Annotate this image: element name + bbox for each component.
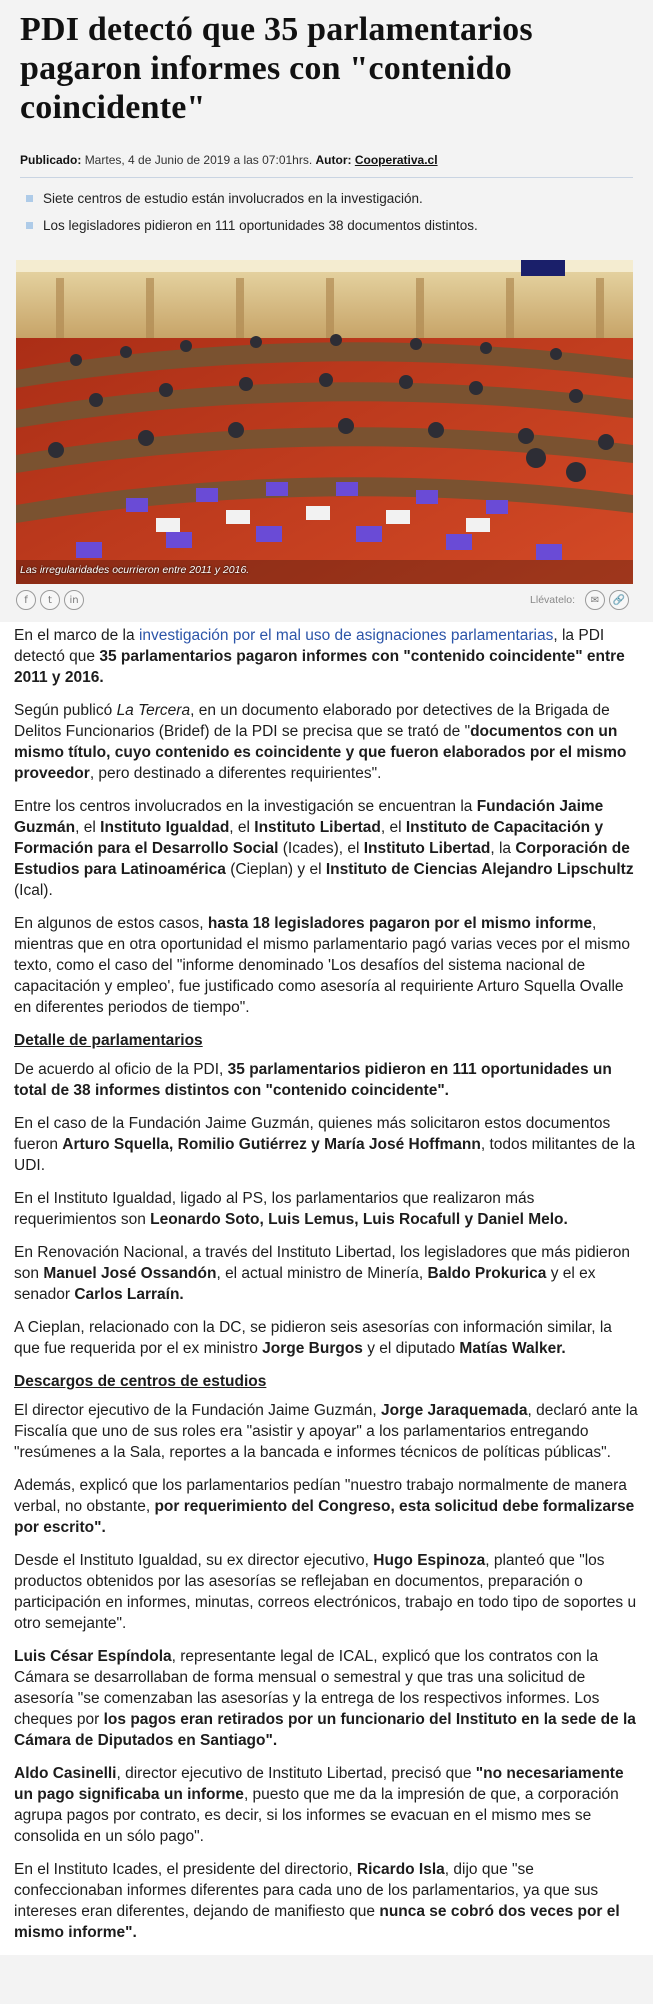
text: (Cieplan) y el	[225, 861, 326, 878]
text: Desde el Instituto Igualdad, su ex director ejecutivo,	[14, 1552, 374, 1569]
share-bar	[16, 588, 633, 612]
bold-text: nunca se cobró dos veces por el mismo informe".	[14, 1903, 620, 1941]
bold-text: Baldo Prokurica	[427, 1265, 547, 1282]
bold-text: Matías Walker.	[459, 1340, 566, 1357]
text: , el	[229, 819, 255, 836]
text: , representante legal de ICAL, explicó que los contratos con la Cámara se desarrollaban de forma mensual o semestral y que tras una solicitud de asesoría "se comenzaban las asesorías y la entrega de los respectivos informes. Los cheques por	[14, 1648, 600, 1728]
paragraph	[14, 1242, 641, 1305]
bold-text: Instituto Igualdad	[100, 819, 230, 836]
text: , planteó que "los productos obtenidos por las asesorías se reflejaban en documentos, preparación o participación en informes, minutas, correos electrónicos, trabajo en todo tipo de soportes u otro semejante".	[14, 1552, 637, 1632]
text: En Renovación Nacional, a través del Instituto Libertad, los legisladores que más pidieron son	[14, 1244, 631, 1282]
text: Entre los centros involucrados en la investigación se encuentran la	[14, 798, 477, 815]
text: En algunos de estos casos,	[14, 915, 208, 932]
text: Además, explicó que los parlamentarios pedían "nuestro trabajo normalmente de manera verbal, no obstante,	[14, 1477, 627, 1515]
chamber-photo-illustration	[16, 260, 633, 584]
summary-bullets	[0, 178, 653, 235]
text: Según publicó	[14, 702, 117, 719]
article-photo	[16, 260, 633, 584]
bold-text: los pagos eran retirados por un funcionario del Instituto en la sede de la Cámara de Diputados en Santiago".	[14, 1711, 636, 1749]
bold-text: Hugo Espinoza	[373, 1552, 486, 1569]
paragraph	[14, 1763, 641, 1847]
summary-bullet	[26, 217, 633, 235]
investigation-link[interactable]: investigación por el mal uso de asignaciones parlamentarias	[138, 627, 554, 644]
photo-caption: Las irregularidades ocurrieron entre 2011 y 2016.	[20, 564, 250, 576]
bold-text: Jorge Jaraquemada	[381, 1402, 528, 1419]
bold-text: Instituto Libertad	[363, 840, 491, 857]
bullet-square-icon	[26, 195, 33, 202]
text: En el Instituto Icades, el presidente del directorio,	[14, 1861, 357, 1878]
paragraph	[14, 1113, 641, 1176]
bold-text: Manuel José Ossandón	[43, 1265, 217, 1282]
text: , la	[490, 840, 516, 857]
bold-text: Instituto Libertad	[254, 819, 381, 836]
bold-text: Fundación Jaime Guzmán	[14, 798, 604, 836]
bold-text: 35 parlamentarios pidieron en 111 oportunidades un total de 38 informes distintos con "contenido coincidente".	[14, 1061, 612, 1099]
bold-text: Luis César Espíndola	[14, 1648, 172, 1665]
text: , mientras que en otra oportunidad el mismo parlamentario pagó varias veces por el mismo texto, como el caso del "informe denominado 'Los desafíos del sistema nacional de capacitación y empleo', fue justificado como asesoría al requiriente Arturo Squella Ovalle en diferentes periodos de tiempo".	[14, 915, 630, 1016]
email-icon[interactable]: ✉	[585, 590, 605, 610]
paragraph	[14, 1475, 641, 1538]
article-header	[0, 0, 653, 178]
linkedin-icon[interactable]: in	[64, 590, 84, 610]
author-label: Autor:	[315, 153, 352, 167]
bullet-text: Siete centros de estudio están involucrados en la investigación.	[43, 191, 423, 206]
paragraph	[14, 1646, 641, 1751]
subheading: Detalle de parlamentarios	[14, 1032, 203, 1049]
bold-text: Carlos Larraín.	[74, 1286, 184, 1303]
paragraph	[14, 1317, 641, 1359]
link-icon[interactable]: 🔗	[609, 590, 629, 610]
bold-text: por requerimiento del Congreso, esta solicitud debe formalizarse por escrito".	[14, 1498, 635, 1536]
twitter-icon[interactable]: t	[40, 590, 60, 610]
text: , el	[75, 819, 101, 836]
paragraph	[14, 700, 641, 784]
bold-text: Jorge Burgos	[262, 1340, 363, 1357]
summary-bullet	[26, 190, 633, 208]
text: , la PDI detectó que	[14, 627, 605, 665]
paragraph	[14, 1188, 641, 1230]
byline	[20, 153, 633, 178]
bold-text: Aldo Casinelli	[14, 1765, 117, 1782]
headline: PDI detectó que 35 parlamentarios pagaron informes con "contenido coincidente"	[20, 11, 533, 126]
facebook-icon[interactable]: f	[16, 590, 36, 610]
bold-text: documentos con un mismo título, cuyo contenido es coincidente y que fueron elaborados por el mismo proveedor	[14, 723, 627, 782]
bullet-square-icon	[26, 222, 33, 229]
bullet-text: Los legisladores pidieron en 111 oportunidades 38 documentos distintos.	[43, 218, 478, 233]
bold-text: hasta 18 legisladores pagaron por el mismo informe	[207, 915, 593, 932]
text: En el Instituto Igualdad, ligado al PS, los parlamentarios que realizaron más requerimientos son	[14, 1190, 535, 1228]
bold-text: Instituto de Capacitación y Formación para el Desarrollo Social	[14, 819, 604, 857]
text: , puesto que me da la impresión de que, a corporación agrupa pagos por contrato, es decir, si los informes se evacuan en el mismo mes se consolida en un sólo pago".	[14, 1786, 619, 1845]
llevatelo-label: Llévatelo:	[530, 594, 575, 606]
author-link[interactable]: Cooperativa.cl	[354, 153, 438, 167]
text: , pero destinado a diferentes requirientes".	[89, 765, 382, 782]
bold-text: 35 parlamentarios pagaron informes con "contenido coincidente" entre 2011 y 2016.	[14, 648, 625, 686]
bold-text: Corporación de Estudios para Latinoamérica	[14, 840, 630, 878]
text: A Cieplan, relacionado con la DC, se pidieron seis asesorías con información similar, la que fue requerida por el ex ministro	[14, 1319, 612, 1357]
bold-text: Instituto de Ciencias Alejandro Lipschultz	[325, 861, 634, 878]
source-name: La Tercera	[116, 702, 191, 719]
paragraph	[14, 1400, 641, 1463]
text: , dijo que "se confeccionaban informes diferentes para cada uno de los parlamentarios, ya que sus intereses eran diferentes, dejando de manifiesto que	[14, 1861, 599, 1920]
paragraph	[14, 913, 641, 1018]
text: (Icades), el	[278, 840, 364, 857]
text: En el caso de la Fundación Jaime Guzmán, quienes más solicitaron estos documentos fueron	[14, 1115, 611, 1153]
text: De acuerdo al oficio de la PDI,	[14, 1061, 228, 1078]
bold-text: "no necesariamente un pago significaba un informe	[14, 1765, 624, 1803]
published-label: Publicado:	[20, 153, 82, 167]
article-body	[0, 622, 653, 1955]
bold-text: Ricardo Isla	[356, 1861, 445, 1878]
text: , director ejecutivo de Instituto Libertad, precisó que	[116, 1765, 476, 1782]
paragraph	[14, 1859, 641, 1943]
text: (Ical).	[14, 882, 53, 899]
paragraph	[14, 1059, 641, 1101]
paragraph	[14, 1550, 641, 1634]
text: El director ejecutivo de la Fundación Jaime Guzmán,	[14, 1402, 382, 1419]
bold-text: Leonardo Soto, Luis Lemus, Luis Rocafull y Daniel Melo.	[150, 1211, 568, 1228]
publish-date: Martes, 4 de Junio de 2019 a las 07:01hrs.	[84, 153, 313, 167]
text: y el ex senador	[14, 1265, 596, 1303]
bold-text: Arturo Squella, Romilio Gutiérrez y María José Hoffmann	[62, 1136, 481, 1153]
text: , el actual ministro de Minería,	[216, 1265, 428, 1282]
text: En el marco de la	[14, 627, 139, 644]
text: , el	[380, 819, 406, 836]
paragraph	[14, 625, 641, 688]
paragraph	[14, 796, 641, 901]
text: y el diputado	[362, 1340, 460, 1357]
subheading: Descargos de centros de estudios	[14, 1373, 267, 1390]
text: , todos militantes de la UDI.	[14, 1136, 636, 1174]
text: , en un documento elaborado por detectives de la Brigada de Delitos Funcionarios (Bridef) de la PDI se precisa que se trató de "	[14, 702, 610, 740]
text: , declaró ante la Fiscalía que uno de sus roles era "asistir y apoyar" a los parlamentarios entregando "resúmenes a la Sala, reportes a la bancada e informes técnicos de políticas públicas".	[14, 1402, 638, 1461]
